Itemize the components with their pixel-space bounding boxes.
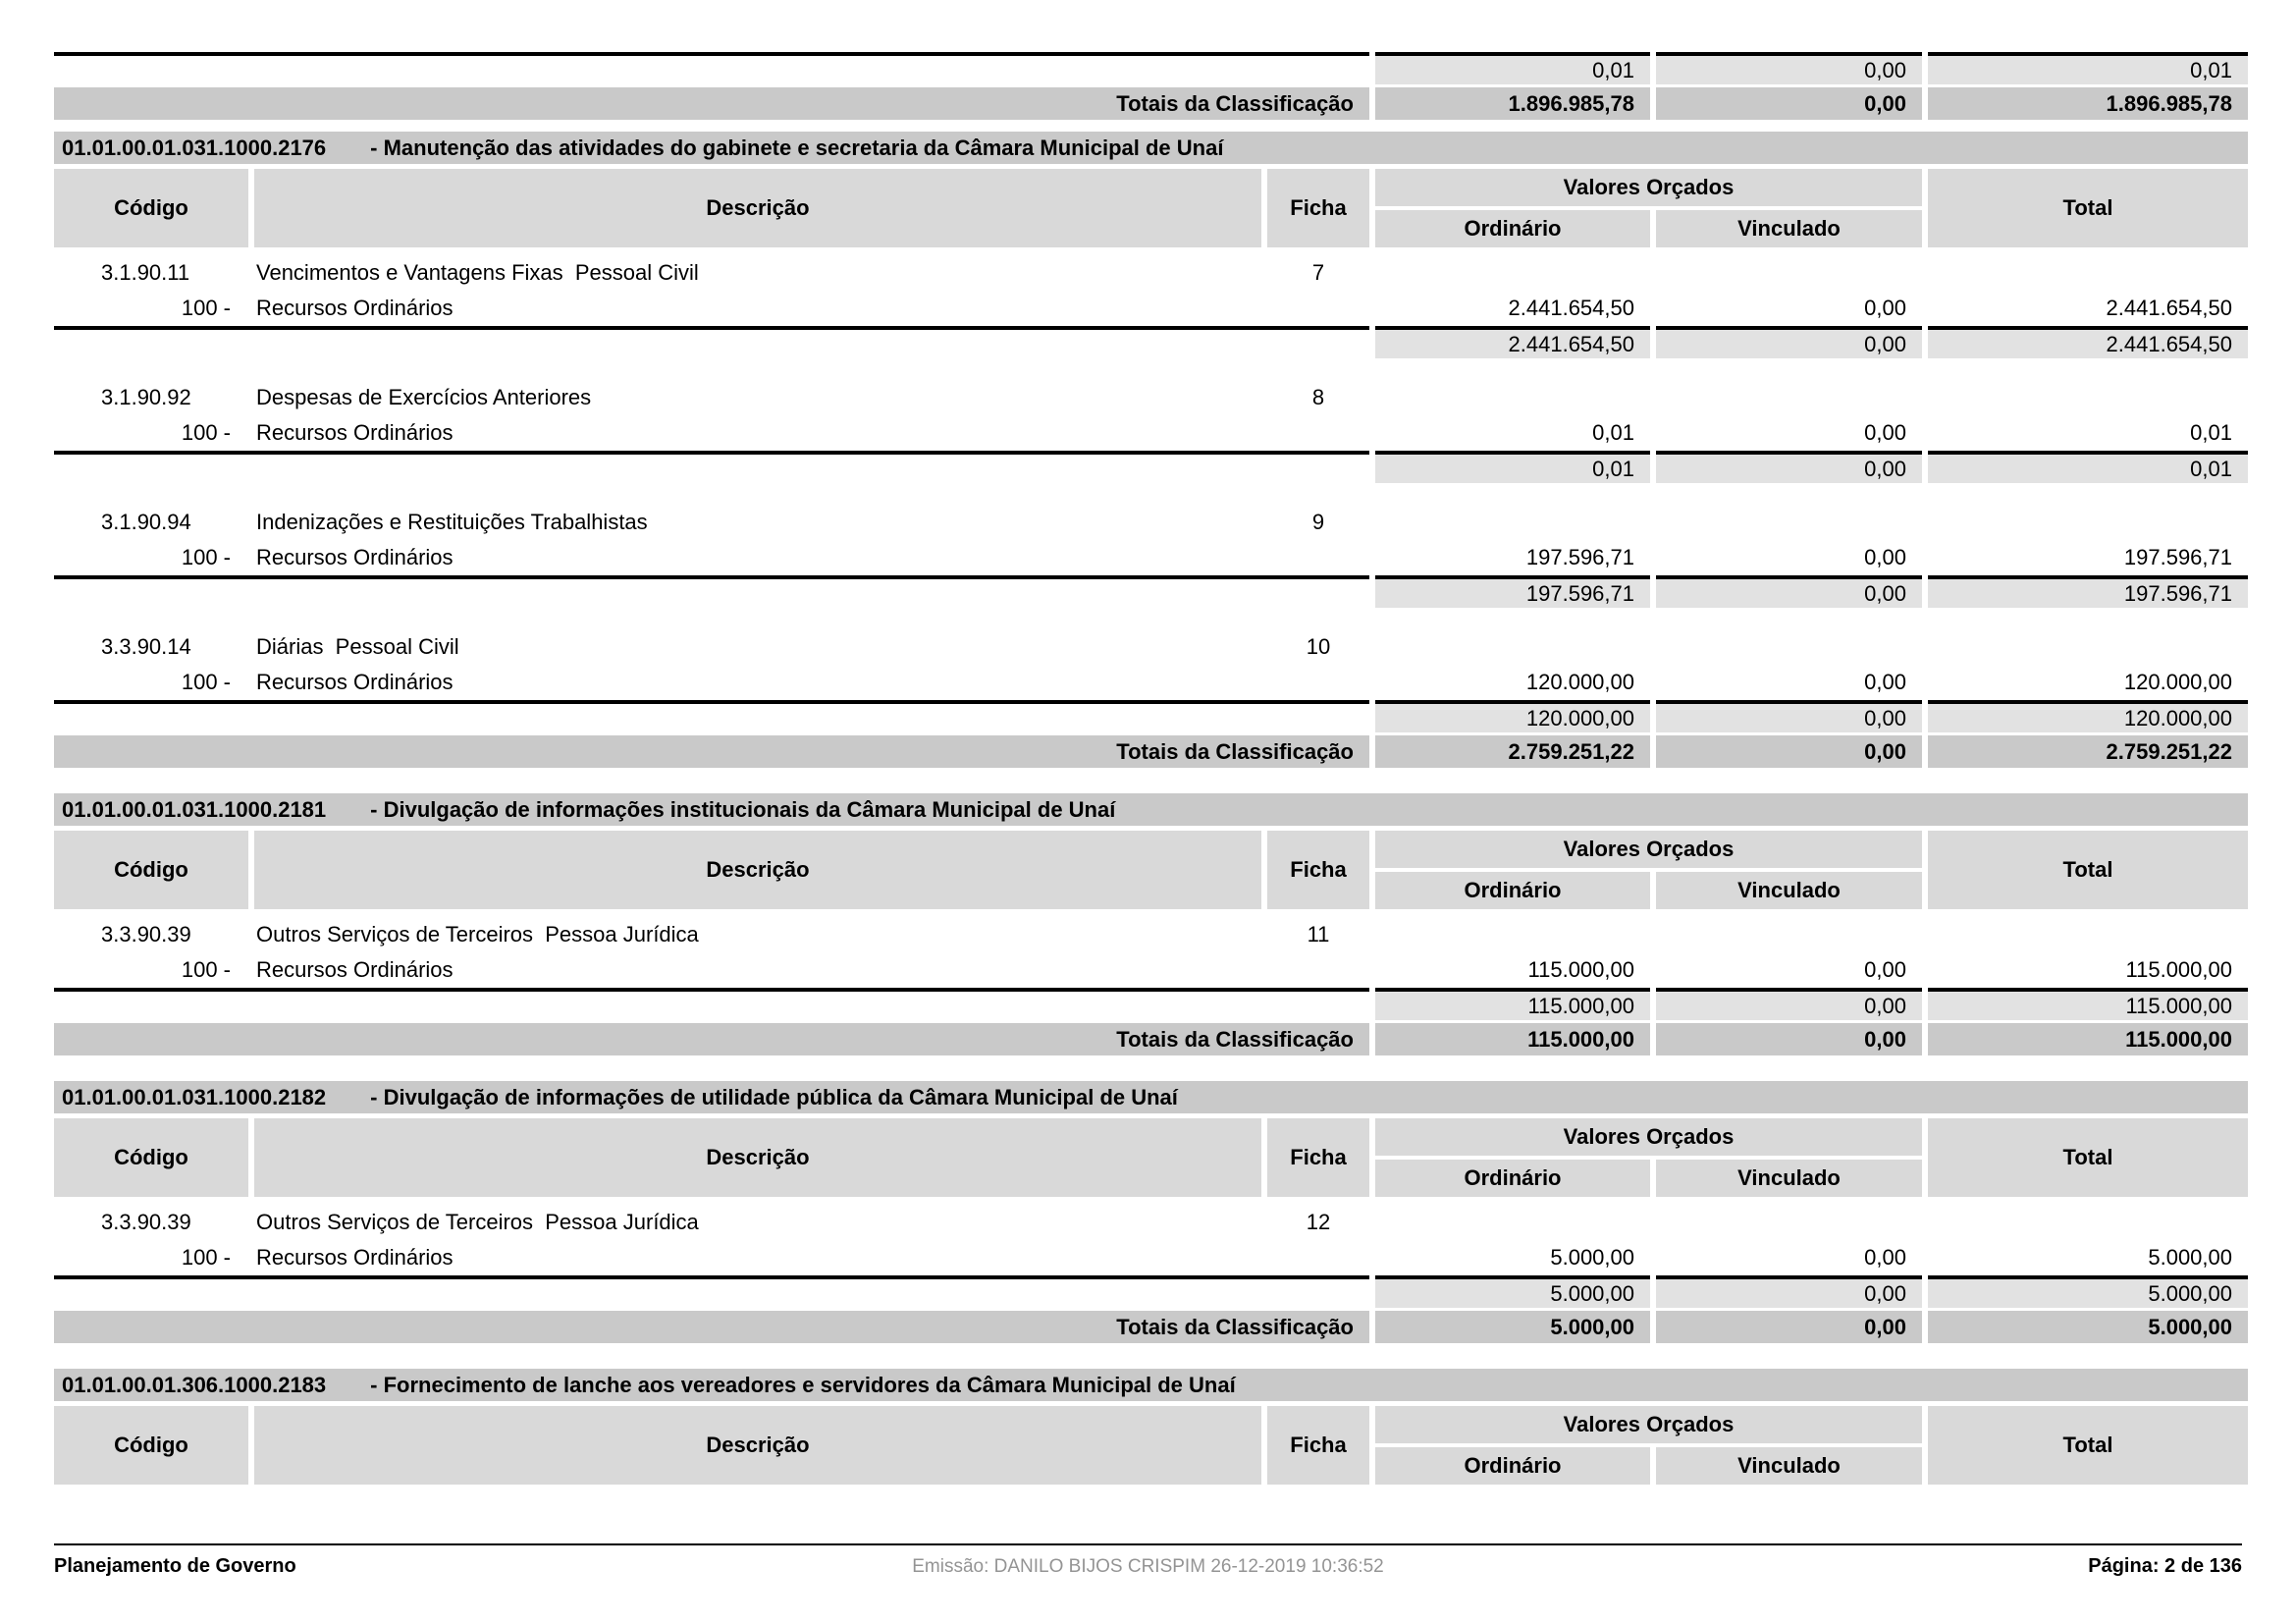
subtotal-total-value: 120.000,00 xyxy=(1928,700,2248,732)
resource-ordinario-value: 0,01 xyxy=(1592,420,1634,445)
subtotal-vinculado-value: 0,00 xyxy=(1656,700,1922,732)
subtotal-total-value: 0,01 xyxy=(1928,451,2248,483)
classification-totals-row xyxy=(54,1023,2248,1055)
subtotal-spacer xyxy=(54,326,1369,358)
subtotal-ordinario-value: 115.000,00 xyxy=(1375,988,1650,1020)
resource-vinculado-value: 0,00 xyxy=(1864,420,1906,445)
valores-orcados-subcolumns xyxy=(1375,1447,1922,1485)
footer-emission-info: Emissão: DANILO BIJOS CRISPIM 26-12-2019 10:36:52 xyxy=(912,1556,1384,1577)
valores-orcados-group xyxy=(1375,1406,1922,1485)
expense-description: Vencimentos e Vantagens Fixas Pessoal Civil xyxy=(256,260,699,285)
expense-subtotal-row xyxy=(54,988,2248,1020)
expense-row xyxy=(54,917,2248,952)
subtotal-spacer xyxy=(54,451,1369,483)
expense-description: Despesas de Exercícios Anteriores xyxy=(256,385,592,409)
column-header-vinculado: Vinculado xyxy=(1656,1447,1922,1485)
expense-code: 3.3.90.14 xyxy=(101,634,191,659)
table-header xyxy=(54,169,2248,247)
expense-description: Diárias Pessoal Civil xyxy=(256,634,459,659)
expense-subtotal-row xyxy=(54,575,2248,608)
column-header-ficha: Ficha xyxy=(1267,831,1369,909)
carryover-spacer xyxy=(54,52,1369,84)
totals-ordinario-value: 1.896.985,78 xyxy=(1375,87,1650,120)
carryover-row xyxy=(54,52,2248,84)
expense-code: 3.3.90.39 xyxy=(101,1210,191,1234)
resource-name: Recursos Ordinários xyxy=(256,670,454,694)
empty-values xyxy=(1375,917,2248,952)
empty-ficha xyxy=(1267,291,1369,326)
resource-ordinario-value: 115.000,00 xyxy=(1527,957,1634,982)
column-header-descricao: Descrição xyxy=(254,169,1261,247)
totals-label: Totais da Classificação xyxy=(54,1311,1369,1343)
column-header-ficha: Ficha xyxy=(1267,169,1369,247)
footer-divider xyxy=(54,1543,2242,1545)
resource-row xyxy=(54,952,2248,988)
subtotal-total-value: 197.596,71 xyxy=(1928,575,2248,608)
expense-row xyxy=(54,505,2248,540)
expense-ficha: 9 xyxy=(1311,510,1325,534)
column-header-valores-orcados: Valores Orçados xyxy=(1375,1406,1922,1443)
resource-vinculado-value: 0,00 xyxy=(1864,957,1906,982)
carryover-total-value: 0,01 xyxy=(1928,52,2248,84)
resource-total-value: 0,01 xyxy=(2190,420,2232,445)
empty-ficha xyxy=(1267,1240,1369,1275)
column-header-total: Total xyxy=(1928,1118,2248,1197)
resource-name: Recursos Ordinários xyxy=(256,296,454,320)
column-header-ordinario: Ordinário xyxy=(1375,1447,1650,1485)
expense-ficha: 7 xyxy=(1311,260,1325,285)
expense-row xyxy=(54,629,2248,665)
totals-total-value: 5.000,00 xyxy=(1928,1311,2248,1343)
resource-ordinario-value: 120.000,00 xyxy=(1525,670,1634,694)
empty-values xyxy=(1375,505,2248,540)
section-band xyxy=(54,1369,2248,1401)
resource-code: 100 - xyxy=(181,957,231,982)
classification-code: 01.01.00.01.031.1000.2176 xyxy=(62,135,327,160)
expense-description: Outros Serviços de Terceiros Pessoa Jurídica xyxy=(256,1210,699,1234)
valores-orcados-group xyxy=(1375,831,1922,909)
expense-code: 3.1.90.11 xyxy=(101,260,190,285)
empty-values xyxy=(1375,255,2248,291)
column-header-total: Total xyxy=(1928,169,2248,247)
table-header xyxy=(54,1118,2248,1197)
resource-vinculado-value: 0,00 xyxy=(1864,296,1906,320)
totals-total-value: 1.896.985,78 xyxy=(1928,87,2248,120)
valores-orcados-group xyxy=(1375,169,1922,247)
totals-vinculado-value: 0,00 xyxy=(1656,1311,1922,1343)
valores-orcados-subcolumns xyxy=(1375,1160,1922,1197)
page-footer xyxy=(54,1551,2242,1581)
column-header-ordinario: Ordinário xyxy=(1375,210,1650,247)
expense-description: Outros Serviços de Terceiros Pessoa Jurídica xyxy=(256,922,699,947)
table-header xyxy=(54,1406,2248,1485)
subtotal-spacer xyxy=(54,1275,1369,1308)
column-header-codigo: Código xyxy=(54,831,248,909)
totals-vinculado-value: 0,00 xyxy=(1656,87,1922,120)
expense-ficha: 11 xyxy=(1307,922,1330,947)
column-header-ordinario: Ordinário xyxy=(1375,872,1650,909)
resource-vinculado-value: 0,00 xyxy=(1864,1245,1906,1270)
resource-code: 100 - xyxy=(181,1245,231,1270)
expense-code: 3.1.90.94 xyxy=(101,510,191,534)
resource-total-value: 115.000,00 xyxy=(2125,957,2232,982)
resource-name: Recursos Ordinários xyxy=(256,420,454,445)
subtotal-spacer xyxy=(54,988,1369,1020)
column-header-valores-orcados: Valores Orçados xyxy=(1375,169,1922,206)
classification-title: - Fornecimento de lanche aos vereadores e servidores da Câmara Municipal de Unaí xyxy=(370,1372,1236,1397)
column-header-ficha: Ficha xyxy=(1267,1406,1369,1485)
totals-label: Totais da Classificação xyxy=(54,1023,1369,1055)
totals-ordinario-value: 115.000,00 xyxy=(1375,1023,1650,1055)
table-header xyxy=(54,831,2248,909)
classification-code: 01.01.00.01.031.1000.2182 xyxy=(62,1084,327,1109)
column-header-ordinario: Ordinário xyxy=(1375,1160,1650,1197)
column-header-descricao: Descrição xyxy=(254,831,1261,909)
column-header-descricao: Descrição xyxy=(254,1118,1261,1197)
resource-total-value: 197.596,71 xyxy=(2123,545,2232,569)
column-header-codigo: Código xyxy=(54,1118,248,1197)
resource-total-value: 5.000,00 xyxy=(2148,1245,2232,1270)
resource-row xyxy=(54,540,2248,575)
expense-subtotal-row xyxy=(54,326,2248,358)
resource-row xyxy=(54,291,2248,326)
totals-total-value: 115.000,00 xyxy=(1928,1023,2248,1055)
column-header-codigo: Código xyxy=(54,1406,248,1485)
expense-code: 3.3.90.39 xyxy=(101,922,191,947)
expense-ficha: 10 xyxy=(1306,634,1331,659)
totals-vinculado-value: 0,00 xyxy=(1656,1023,1922,1055)
empty-ficha xyxy=(1267,665,1369,700)
empty-values xyxy=(1375,629,2248,665)
resource-code: 100 - xyxy=(181,670,231,694)
subtotal-vinculado-value: 0,00 xyxy=(1656,326,1922,358)
expense-subtotal-row xyxy=(54,700,2248,732)
resource-vinculado-value: 0,00 xyxy=(1864,670,1906,694)
column-header-total: Total xyxy=(1928,831,2248,909)
resource-row xyxy=(54,665,2248,700)
resource-name: Recursos Ordinários xyxy=(256,545,454,569)
resource-row xyxy=(54,415,2248,451)
totals-ordinario-value: 2.759.251,22 xyxy=(1375,735,1650,768)
totals-total-value: 2.759.251,22 xyxy=(1928,735,2248,768)
valores-orcados-subcolumns xyxy=(1375,872,1922,909)
subtotal-total-value: 5.000,00 xyxy=(1928,1275,2248,1308)
expense-code: 3.1.90.92 xyxy=(101,385,191,409)
footer-page-number: Página: 2 de 136 xyxy=(2088,1555,2242,1577)
section-band xyxy=(54,132,2248,164)
column-header-codigo: Código xyxy=(54,169,248,247)
carryover-ordinario-value: 0,01 xyxy=(1375,52,1650,84)
expense-subtotal-row xyxy=(54,1275,2248,1308)
subtotal-ordinario-value: 197.596,71 xyxy=(1375,575,1650,608)
totals-label: Totais da Classificação xyxy=(54,735,1369,768)
carryover-vinculado-value: 0,00 xyxy=(1656,52,1922,84)
subtotal-ordinario-value: 2.441.654,50 xyxy=(1375,326,1650,358)
expense-row xyxy=(54,255,2248,291)
totals-label: Totais da Classificação xyxy=(54,87,1369,120)
column-header-ficha: Ficha xyxy=(1267,1118,1369,1197)
classification-title: - Divulgação de informações de utilidade pública da Câmara Municipal de Unaí xyxy=(370,1084,1178,1109)
empty-values xyxy=(1375,380,2248,415)
classification-title: - Manutenção das atividades do gabinete e secretaria da Câmara Municipal de Unaí xyxy=(370,135,1224,160)
classification-totals-row xyxy=(54,1311,2248,1343)
subtotal-spacer xyxy=(54,700,1369,732)
resource-name: Recursos Ordinários xyxy=(256,1245,454,1270)
column-header-total: Total xyxy=(1928,1406,2248,1485)
classification-title: - Divulgação de informações institucionais da Câmara Municipal de Unaí xyxy=(370,796,1116,822)
resource-ordinario-value: 197.596,71 xyxy=(1525,545,1634,569)
empty-ficha xyxy=(1267,540,1369,575)
expense-description: Indenizações e Restituições Trabalhistas xyxy=(256,510,648,534)
valores-orcados-group xyxy=(1375,1118,1922,1197)
report-content xyxy=(54,0,2248,1485)
column-header-vinculado: Vinculado xyxy=(1656,210,1922,247)
subtotal-ordinario-value: 5.000,00 xyxy=(1375,1275,1650,1308)
totals-ordinario-value: 5.000,00 xyxy=(1375,1311,1650,1343)
valores-orcados-subcolumns xyxy=(1375,210,1922,247)
section-band xyxy=(54,793,2248,826)
totals-vinculado-value: 0,00 xyxy=(1656,735,1922,768)
classification-code: 01.01.00.01.031.1000.2181 xyxy=(62,796,327,822)
expense-ficha: 12 xyxy=(1306,1210,1331,1234)
expense-row xyxy=(54,1205,2248,1240)
empty-values xyxy=(1375,1205,2248,1240)
resource-code: 100 - xyxy=(181,545,231,569)
resource-code: 100 - xyxy=(181,420,231,445)
subtotal-total-value: 115.000,00 xyxy=(1928,988,2248,1020)
resource-vinculado-value: 0,00 xyxy=(1864,545,1906,569)
column-header-vinculado: Vinculado xyxy=(1656,872,1922,909)
empty-ficha xyxy=(1267,415,1369,451)
resource-code: 100 - xyxy=(181,296,231,320)
subtotal-ordinario-value: 120.000,00 xyxy=(1375,700,1650,732)
expense-subtotal-row xyxy=(54,451,2248,483)
subtotal-vinculado-value: 0,00 xyxy=(1656,451,1922,483)
subtotal-ordinario-value: 0,01 xyxy=(1375,451,1650,483)
column-header-valores-orcados: Valores Orçados xyxy=(1375,831,1922,868)
column-header-valores-orcados: Valores Orçados xyxy=(1375,1118,1922,1156)
column-header-descricao: Descrição xyxy=(254,1406,1261,1485)
footer-report-name: Planejamento de Governo xyxy=(54,1555,296,1577)
expense-row xyxy=(54,380,2248,415)
resource-total-value: 2.441.654,50 xyxy=(2106,296,2232,320)
subtotal-vinculado-value: 0,00 xyxy=(1656,575,1922,608)
subtotal-vinculado-value: 0,00 xyxy=(1656,988,1922,1020)
subtotal-spacer xyxy=(54,575,1369,608)
resource-ordinario-value: 2.441.654,50 xyxy=(1508,296,1634,320)
subtotal-total-value: 2.441.654,50 xyxy=(1928,326,2248,358)
section-band xyxy=(54,1081,2248,1113)
resource-ordinario-value: 5.000,00 xyxy=(1550,1245,1634,1270)
subtotal-vinculado-value: 0,00 xyxy=(1656,1275,1922,1308)
column-header-vinculado: Vinculado xyxy=(1656,1160,1922,1197)
empty-ficha xyxy=(1267,952,1369,988)
classification-totals-row xyxy=(54,735,2248,768)
expense-ficha: 8 xyxy=(1311,385,1325,409)
resource-row xyxy=(54,1240,2248,1275)
classification-totals-row xyxy=(54,87,2248,120)
resource-name: Recursos Ordinários xyxy=(256,957,454,982)
resource-total-value: 120.000,00 xyxy=(2123,670,2232,694)
classification-code: 01.01.00.01.306.1000.2183 xyxy=(62,1372,327,1397)
